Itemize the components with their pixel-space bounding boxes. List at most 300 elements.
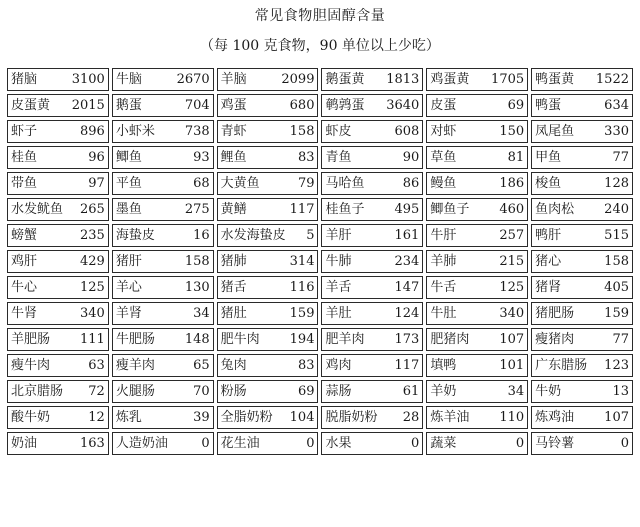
food-name: 蒜肠: [325, 384, 352, 399]
table-row: [7, 198, 633, 221]
food-name: 肥牛肉: [220, 332, 260, 347]
food-entry: [325, 69, 419, 90]
food-cell: [7, 432, 109, 455]
food-cell: [217, 198, 319, 221]
cholesterol-value: 79: [297, 176, 315, 191]
food-name: 猪肚: [220, 306, 247, 321]
food-entry: [11, 251, 105, 272]
food-entry: [430, 147, 524, 168]
food-entry: [325, 433, 419, 454]
cholesterol-value: 896: [80, 124, 105, 139]
cholesterol-value: 314: [289, 254, 315, 269]
food-name: 牛肾: [11, 306, 38, 321]
food-name: 青鱼: [325, 150, 352, 165]
food-cell: [7, 380, 109, 403]
food-cell: [426, 328, 528, 351]
food-name: 鹌鹑蛋: [325, 98, 365, 113]
cholesterol-value: 68: [193, 176, 210, 191]
food-cell: [7, 302, 109, 325]
food-entry: [116, 303, 210, 324]
cholesterol-value: 1705: [491, 72, 525, 87]
food-name: 凤尾鱼: [535, 124, 575, 139]
cholesterol-value: 194: [289, 332, 315, 347]
cholesterol-value: 147: [394, 280, 420, 295]
cholesterol-value: 148: [184, 332, 210, 347]
food-name: 桂鱼子: [325, 202, 365, 217]
food-name: 羊肺: [430, 254, 457, 269]
food-cell: [217, 94, 319, 117]
cholesterol-value: 235: [80, 228, 105, 243]
food-cell: [531, 172, 633, 195]
cholesterol-value: 186: [499, 176, 525, 191]
cholesterol-value: 86: [402, 176, 420, 191]
food-cell: [426, 302, 528, 325]
food-name: 牛奶: [535, 384, 562, 399]
food-name: 酸牛奶: [11, 410, 51, 425]
food-entry: [116, 329, 210, 350]
food-cell: [531, 432, 633, 455]
food-cell: [426, 380, 528, 403]
food-name: 虾子: [11, 124, 38, 139]
cholesterol-value: 680: [289, 98, 315, 113]
food-cell: [217, 172, 319, 195]
food-name: 猪肾: [535, 280, 562, 295]
food-name: 猪肺: [220, 254, 247, 269]
cholesterol-value: 117: [394, 358, 420, 373]
food-entry: [116, 173, 210, 194]
food-entry: [535, 407, 629, 428]
food-cell: [7, 250, 109, 273]
food-entry: [325, 355, 419, 376]
food-entry: [535, 69, 629, 90]
food-entry: [535, 199, 629, 220]
food-cell: [7, 328, 109, 351]
food-cell: [321, 302, 423, 325]
food-name: 桂鱼: [11, 150, 38, 165]
food-cell: [321, 146, 423, 169]
food-entry: [221, 251, 315, 272]
food-cell: [426, 120, 528, 143]
cholesterol-value: 3640: [386, 98, 420, 113]
food-cell: [7, 406, 109, 429]
food-cell: [217, 406, 319, 429]
food-entry: [116, 277, 210, 298]
cholesterol-value: 125: [80, 280, 105, 295]
food-entry: [116, 251, 210, 272]
food-cell: [112, 432, 214, 455]
food-name: 皮蛋: [430, 98, 457, 113]
cholesterol-value: 83: [297, 150, 315, 165]
food-name: 羊肥肠: [11, 332, 51, 347]
food-name: 鳗鱼: [430, 176, 457, 191]
food-entry: [325, 381, 419, 402]
food-name: 鸡蛋: [220, 98, 247, 113]
food-entry: [535, 355, 629, 376]
food-name: 鹅蛋黄: [325, 72, 365, 87]
food-entry: [221, 69, 315, 90]
cholesterol-value: 125: [499, 280, 525, 295]
cholesterol-value: 0: [620, 436, 629, 451]
food-entry: [116, 69, 210, 90]
cholesterol-value: 2099: [281, 72, 315, 87]
food-cell: [112, 328, 214, 351]
cholesterol-value: 97: [88, 176, 105, 191]
food-entry: [325, 121, 419, 142]
food-cell: [321, 250, 423, 273]
food-name: 猪舌: [220, 280, 247, 295]
food-name: 广东腊肠: [535, 358, 588, 373]
food-name: 鸭蛋黄: [535, 72, 575, 87]
food-cell: [217, 276, 319, 299]
food-entry: [11, 225, 105, 246]
food-name: 大黄鱼: [220, 176, 260, 191]
food-entry: [535, 121, 629, 142]
food-cell: [7, 120, 109, 143]
food-entry: [430, 407, 524, 428]
table-row: [7, 68, 633, 91]
cholesterol-value: 515: [604, 228, 629, 243]
food-entry: [11, 407, 105, 428]
cholesterol-value: 163: [80, 436, 105, 451]
food-name: 小虾米: [115, 124, 155, 139]
food-cell: [426, 172, 528, 195]
table-body: [7, 68, 633, 455]
food-entry: [430, 329, 524, 350]
cholesterol-value: 28: [402, 410, 420, 425]
food-cell: [531, 120, 633, 143]
food-cell: [112, 250, 214, 273]
food-cell: [531, 146, 633, 169]
food-entry: [221, 277, 315, 298]
cholesterol-value: 0: [306, 436, 315, 451]
table-row: [7, 120, 633, 143]
food-name: 牛心: [11, 280, 38, 295]
food-name: 螃蟹: [11, 228, 38, 243]
cholesterol-value: 96: [88, 150, 105, 165]
food-entry: [325, 277, 419, 298]
food-name: 脱脂奶粉: [325, 410, 378, 425]
cholesterol-value: 110: [499, 410, 525, 425]
table-row: [7, 302, 633, 325]
food-entry: [221, 381, 315, 402]
cholesterol-value: 90: [402, 150, 420, 165]
food-name: 牛舌: [430, 280, 457, 295]
food-entry: [11, 277, 105, 298]
cholesterol-value: 124: [394, 306, 420, 321]
food-cell: [426, 354, 528, 377]
food-entry: [116, 433, 210, 454]
cholesterol-value: 83: [297, 358, 315, 373]
food-cell: [426, 406, 528, 429]
food-name: 兔肉: [220, 358, 247, 373]
cholesterol-value: 265: [80, 202, 105, 217]
food-cell: [531, 68, 633, 91]
table-row: [7, 172, 633, 195]
food-entry: [221, 433, 315, 454]
cholesterol-value: 159: [289, 306, 315, 321]
food-cell: [531, 276, 633, 299]
food-name: 虾皮: [325, 124, 352, 139]
cholesterol-value: 704: [184, 98, 210, 113]
food-entry: [325, 251, 419, 272]
food-entry: [11, 303, 105, 324]
food-cell: [112, 94, 214, 117]
food-cell: [217, 224, 319, 247]
food-name: 火腿肠: [115, 384, 155, 399]
food-entry: [116, 355, 210, 376]
cholesterol-value: 150: [499, 124, 525, 139]
food-cell: [217, 380, 319, 403]
food-cell: [217, 432, 319, 455]
cholesterol-value: 158: [289, 124, 315, 139]
food-name: 牛脑: [115, 72, 142, 87]
food-entry: [325, 95, 419, 116]
table-row: [7, 328, 633, 351]
food-entry: [11, 381, 105, 402]
food-name: 水果: [325, 436, 352, 451]
food-entry: [535, 303, 629, 324]
cholesterol-value: 123: [604, 358, 629, 373]
table-row: [7, 146, 633, 169]
food-entry: [430, 433, 524, 454]
food-cell: [426, 68, 528, 91]
food-name: 鲫鱼: [115, 150, 142, 165]
table-row: [7, 406, 633, 429]
cholesterol-value: 81: [507, 150, 525, 165]
cholesterol-value: 460: [499, 202, 525, 217]
food-cell: [426, 432, 528, 455]
food-cell: [531, 250, 633, 273]
food-name: 墨鱼: [115, 202, 142, 217]
cholesterol-value: 34: [507, 384, 525, 399]
food-entry: [535, 225, 629, 246]
food-name: 羊肝: [325, 228, 352, 243]
food-cell: [217, 328, 319, 351]
food-name: 带鱼: [11, 176, 38, 191]
food-name: 瘦猪肉: [535, 332, 575, 347]
food-entry: [11, 69, 105, 90]
food-cell: [112, 68, 214, 91]
food-name: 马铃薯: [535, 436, 575, 451]
cholesterol-value: 117: [289, 202, 315, 217]
cholesterol-value: 16: [193, 228, 210, 243]
food-cell: [112, 354, 214, 377]
food-cell: [217, 120, 319, 143]
food-entry: [325, 147, 419, 168]
food-cell: [321, 198, 423, 221]
food-cell: [531, 406, 633, 429]
food-cell: [7, 198, 109, 221]
food-cell: [7, 224, 109, 247]
food-entry: [535, 251, 629, 272]
food-entry: [430, 173, 524, 194]
food-entry: [535, 173, 629, 194]
food-cell: [7, 68, 109, 91]
cholesterol-value: 1813: [386, 72, 420, 87]
cholesterol-value: 738: [184, 124, 210, 139]
food-entry: [430, 121, 524, 142]
food-name: 马哈鱼: [325, 176, 365, 191]
food-cell: [321, 172, 423, 195]
food-entry: [535, 329, 629, 350]
cholesterol-value: 107: [499, 332, 525, 347]
food-name: 蔬菜: [430, 436, 457, 451]
food-cell: [531, 198, 633, 221]
food-entry: [430, 95, 524, 116]
cholesterol-value: 69: [507, 98, 525, 113]
food-entry: [11, 147, 105, 168]
food-name: 全脂奶粉: [220, 410, 273, 425]
food-cell: [321, 276, 423, 299]
food-name: 梭鱼: [535, 176, 562, 191]
cholesterol-value: 93: [193, 150, 210, 165]
food-cell: [321, 354, 423, 377]
cholesterol-value: 275: [184, 202, 210, 217]
food-cell: [426, 146, 528, 169]
food-entry: [535, 147, 629, 168]
food-entry: [11, 121, 105, 142]
cholesterol-value: 70: [193, 384, 210, 399]
cholesterol-value: 69: [297, 384, 315, 399]
food-name: 平鱼: [115, 176, 142, 191]
cholesterol-value: 159: [604, 306, 629, 321]
food-entry: [11, 329, 105, 350]
cholesterol-value: 116: [289, 280, 315, 295]
food-entry: [116, 121, 210, 142]
food-entry: [11, 95, 105, 116]
food-name: 对虾: [430, 124, 457, 139]
food-cell: [321, 120, 423, 143]
food-entry: [430, 381, 524, 402]
food-name: 鸡肉: [325, 358, 352, 373]
cholesterol-value: 0: [515, 436, 525, 451]
cholesterol-value: 77: [612, 332, 629, 347]
food-entry: [221, 329, 315, 350]
food-entry: [430, 355, 524, 376]
food-cell: [112, 302, 214, 325]
food-name: 瘦牛肉: [11, 358, 51, 373]
food-cell: [426, 276, 528, 299]
food-cell: [531, 94, 633, 117]
food-name: 牛肚: [430, 306, 457, 321]
cholesterol-value: 634: [604, 98, 629, 113]
food-name: 鲤鱼: [220, 150, 247, 165]
food-name: 北京腊肠: [11, 384, 64, 399]
table-row: [7, 250, 633, 273]
food-cell: [7, 94, 109, 117]
cholesterol-table: [4, 65, 636, 458]
food-name: 黄鳝: [220, 202, 247, 217]
cholesterol-value: 130: [184, 280, 210, 295]
food-name: 猪肥肠: [535, 306, 575, 321]
food-name: 羊肾: [115, 306, 142, 321]
food-entry: [221, 199, 315, 220]
food-cell: [321, 94, 423, 117]
cholesterol-value: 13: [612, 384, 629, 399]
cholesterol-value: 608: [394, 124, 420, 139]
food-cell: [217, 250, 319, 273]
table-row: [7, 432, 633, 455]
food-name: 鸭蛋: [535, 98, 562, 113]
food-entry: [430, 303, 524, 324]
cholesterol-value: 61: [402, 384, 420, 399]
food-name: 羊舌: [325, 280, 352, 295]
food-entry: [11, 433, 105, 454]
food-entry: [11, 355, 105, 376]
food-entry: [116, 199, 210, 220]
food-name: 填鸭: [430, 358, 457, 373]
food-cell: [7, 276, 109, 299]
food-cell: [426, 250, 528, 273]
cholesterol-value: 215: [499, 254, 525, 269]
cholesterol-value: 429: [80, 254, 105, 269]
food-cell: [531, 380, 633, 403]
food-entry: [221, 121, 315, 142]
cholesterol-value: 173: [394, 332, 420, 347]
food-name: 海蛰皮: [115, 228, 155, 243]
food-name: 炼鸡油: [535, 410, 575, 425]
food-entry: [325, 303, 419, 324]
food-cell: [7, 146, 109, 169]
food-entry: [535, 277, 629, 298]
cholesterol-value: 330: [604, 124, 629, 139]
food-cell: [217, 68, 319, 91]
food-cell: [321, 380, 423, 403]
cholesterol-value: 161: [394, 228, 420, 243]
food-cell: [217, 354, 319, 377]
cholesterol-value: 340: [80, 306, 105, 321]
cholesterol-value: 2015: [71, 98, 105, 113]
food-cell: [321, 224, 423, 247]
food-name: 鸡蛋黄: [430, 72, 470, 87]
food-entry: [116, 225, 210, 246]
food-name: 牛肥肠: [115, 332, 155, 347]
food-cell: [112, 224, 214, 247]
food-name: 鱼肉松: [535, 202, 575, 217]
food-entry: [325, 199, 419, 220]
cholesterol-value: 240: [604, 202, 629, 217]
food-cell: [112, 172, 214, 195]
food-cell: [321, 328, 423, 351]
food-entry: [221, 225, 315, 246]
food-entry: [325, 225, 419, 246]
table-row: [7, 380, 633, 403]
cholesterol-value: 1522: [595, 72, 629, 87]
food-name: 皮蛋黄: [11, 98, 51, 113]
food-cell: [531, 302, 633, 325]
food-entry: [116, 147, 210, 168]
food-cell: [7, 354, 109, 377]
cholesterol-value: 65: [193, 358, 210, 373]
food-cell: [531, 328, 633, 351]
food-cell: [426, 198, 528, 221]
food-cell: [321, 432, 423, 455]
cholesterol-value: 234: [394, 254, 420, 269]
food-entry: [535, 433, 629, 454]
food-name: 炼羊油: [430, 410, 470, 425]
food-cell: [112, 198, 214, 221]
document-subtitle: （每 100 克食物，90 单位以上少吃）: [200, 38, 440, 54]
food-entry: [325, 329, 419, 350]
food-name: 鹅蛋: [115, 98, 142, 113]
food-cell: [112, 276, 214, 299]
food-cell: [7, 172, 109, 195]
food-cell: [112, 380, 214, 403]
food-name: 猪脑: [11, 72, 38, 87]
food-cell: [112, 406, 214, 429]
food-cell: [112, 146, 214, 169]
food-entry: [116, 407, 210, 428]
